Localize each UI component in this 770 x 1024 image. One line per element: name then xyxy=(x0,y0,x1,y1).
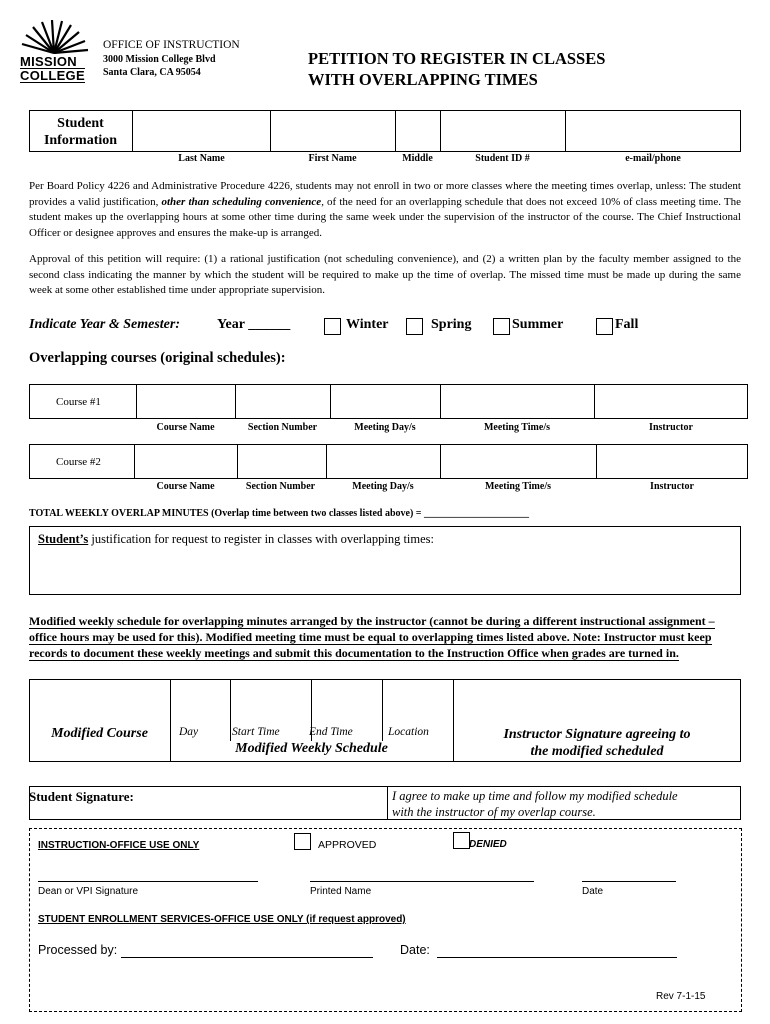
instructor-signature-label: Instructor Signature agreeing to the modified scheduled xyxy=(503,727,691,759)
year-label: Year ______ xyxy=(217,317,291,332)
course1-col-section: Section Number xyxy=(247,422,318,433)
address-line2: Santa Clara, CA 95054 xyxy=(103,67,201,78)
college-logo xyxy=(18,20,90,86)
spring-checkbox[interactable] xyxy=(406,318,423,335)
semester-label: Indicate Year & Semester: xyxy=(29,317,181,332)
dean-signature-line[interactable] xyxy=(38,881,258,882)
printed-name-label: Printed Name xyxy=(310,886,372,897)
modified-course-field[interactable] xyxy=(30,680,169,720)
middle-label: Middle xyxy=(402,153,433,164)
modified-location-field[interactable] xyxy=(383,680,452,720)
student-signature-field[interactable] xyxy=(30,804,386,819)
course2-col-section: Section Number xyxy=(245,481,316,492)
fall-label: Fall xyxy=(615,317,639,332)
end-time-label: End Time xyxy=(309,726,353,738)
fall-checkbox[interactable] xyxy=(596,318,613,335)
approved-label: APPROVED xyxy=(318,839,377,851)
start-time-label: Start Time xyxy=(232,726,280,738)
justification-label: Student’s justification for request to register in classes with overlapping times: xyxy=(38,532,435,546)
course2-col-times: Meeting Time/s xyxy=(484,481,551,492)
form-title-line2: WITH OVERLAPPING TIMES xyxy=(308,70,538,89)
course1-col-times: Meeting Time/s xyxy=(483,422,550,433)
course2-col-instructor: Instructor xyxy=(650,481,694,492)
date2-label: Date: xyxy=(400,943,430,957)
summer-label: Summer xyxy=(512,317,564,332)
policy-paragraph-2: Approval of this petition will require: (1) a rational justification (not scheduling convenience), and (2) a written plan by the faculty member assigned to the second class indicating the manner by which the student will be required to make up the time of overlap. The missed time must be made up during the same week at some other established time under appropriate supervision. xyxy=(29,253,741,296)
last-name-label: Last Name xyxy=(178,153,225,164)
course2-col-name: Course Name xyxy=(156,481,215,492)
office-use-heading: INSTRUCTION-OFFICE USE ONLY xyxy=(38,840,200,851)
sunburst-icon xyxy=(18,20,90,54)
modified-day-field[interactable] xyxy=(171,680,229,720)
course1-col-days: Meeting Day/s xyxy=(354,422,416,433)
course2-section-field[interactable] xyxy=(238,445,325,478)
first-name-field[interactable] xyxy=(271,111,394,151)
weekly-schedule-label: Modified Weekly Schedule xyxy=(235,741,388,756)
total-overlap-minutes: TOTAL WEEKLY OVERLAP MINUTES (Overlap time between two classes listed above) = _____________________ xyxy=(29,508,529,519)
modified-start-field[interactable] xyxy=(231,680,310,720)
address-line1: 3000 Mission College Blvd xyxy=(103,54,216,65)
course2-col-days: Meeting Day/s xyxy=(352,481,414,492)
student-id-field[interactable] xyxy=(441,111,564,151)
printed-name-line[interactable] xyxy=(310,881,534,882)
courses-heading: Overlapping courses (original schedules): xyxy=(29,350,286,366)
student-signature-label: Student Signature: xyxy=(29,789,134,804)
modified-end-field[interactable] xyxy=(312,680,381,720)
total-overlap-field[interactable] xyxy=(481,506,603,520)
first-name-label: First Name xyxy=(308,153,357,164)
middle-name-field[interactable] xyxy=(396,111,439,151)
course1-section-field[interactable] xyxy=(236,385,329,418)
course1-col-instructor: Instructor xyxy=(649,422,693,433)
course1-label: Course #1 xyxy=(56,396,101,408)
logo-text-line1: MISSION xyxy=(20,54,77,69)
agreement-text: I agree to make up time and follow my modified schedule with the instructor of my overlap course. xyxy=(392,789,678,819)
denied-checkbox[interactable] xyxy=(453,832,470,849)
date2-line[interactable] xyxy=(437,957,677,958)
revision-label: Rev 7-1-15 xyxy=(656,991,706,1002)
modified-schedule-paragraph: Modified weekly schedule for overlapping minutes arranged by the instructor (cannot be during a different instructional assignment – office hours may be used for this). Modified meeting time must be equal to overlapping times listed above. Note: Instructor must keep records to document these weekly meetings and submit this documentation to the Instruction Office when grades are turned in. xyxy=(29,614,715,660)
date-label: Date xyxy=(582,886,604,897)
winter-label: Winter xyxy=(346,317,389,332)
last-name-field[interactable] xyxy=(133,111,269,151)
enrollment-services-heading: STUDENT ENROLLMENT SERVICES-OFFICE USE ONLY (if request approved) xyxy=(38,914,406,925)
course1-days-field[interactable] xyxy=(331,385,439,418)
course1-times-field[interactable] xyxy=(441,385,593,418)
course1-col-name: Course Name xyxy=(156,422,215,433)
winter-checkbox[interactable] xyxy=(324,318,341,335)
approved-checkbox[interactable] xyxy=(294,833,311,850)
email-phone-label: e-mail/phone xyxy=(625,153,681,164)
denied-label: DENIED xyxy=(469,839,507,850)
office-title: OFFICE OF INSTRUCTION xyxy=(103,39,240,51)
student-id-label: Student ID # xyxy=(475,153,530,164)
course1-name-field[interactable] xyxy=(137,385,234,418)
course2-label: Course #2 xyxy=(56,456,101,468)
location-label: Location xyxy=(388,726,429,738)
course2-instructor-field[interactable] xyxy=(597,445,747,478)
form-title-line1: PETITION TO REGISTER IN CLASSES xyxy=(308,49,606,68)
course1-instructor-field[interactable] xyxy=(595,385,747,418)
dean-signature-label: Dean or VPI Signature xyxy=(38,886,139,897)
modified-course-label: Modified Course xyxy=(51,726,148,741)
day-label: Day xyxy=(179,726,199,738)
policy-paragraph-1: Per Board Policy 4226 and Administrative Procedure 4226, students may not enroll in two or more classes where the meeting times overlap, unless: The student provides a valid justification, other than scheduling convenience, of the need for an overlapping schedule that does not exceed 10% of class meeting time. The student makes up the overlapping hours at some other time during the same week under the supervision of the instructor of the course. The Chief Instructional Officer or designee approves and ensures the make-up is arranged. xyxy=(29,180,742,239)
summer-checkbox[interactable] xyxy=(493,318,510,335)
logo-text-line2: COLLEGE xyxy=(20,68,85,83)
policy-emphasis: other than scheduling convenience xyxy=(161,195,322,208)
processed-by-label: Processed by: xyxy=(38,943,118,957)
course2-days-field[interactable] xyxy=(327,445,439,478)
processed-by-line[interactable] xyxy=(121,957,373,958)
student-info-heading: Student Information xyxy=(43,116,118,148)
date-line[interactable] xyxy=(582,881,676,882)
email-phone-field[interactable] xyxy=(566,111,740,151)
spring-label: Spring xyxy=(431,317,472,332)
course2-times-field[interactable] xyxy=(441,445,595,478)
instructor-signature-field[interactable] xyxy=(454,680,740,720)
course2-name-field[interactable] xyxy=(135,445,236,478)
